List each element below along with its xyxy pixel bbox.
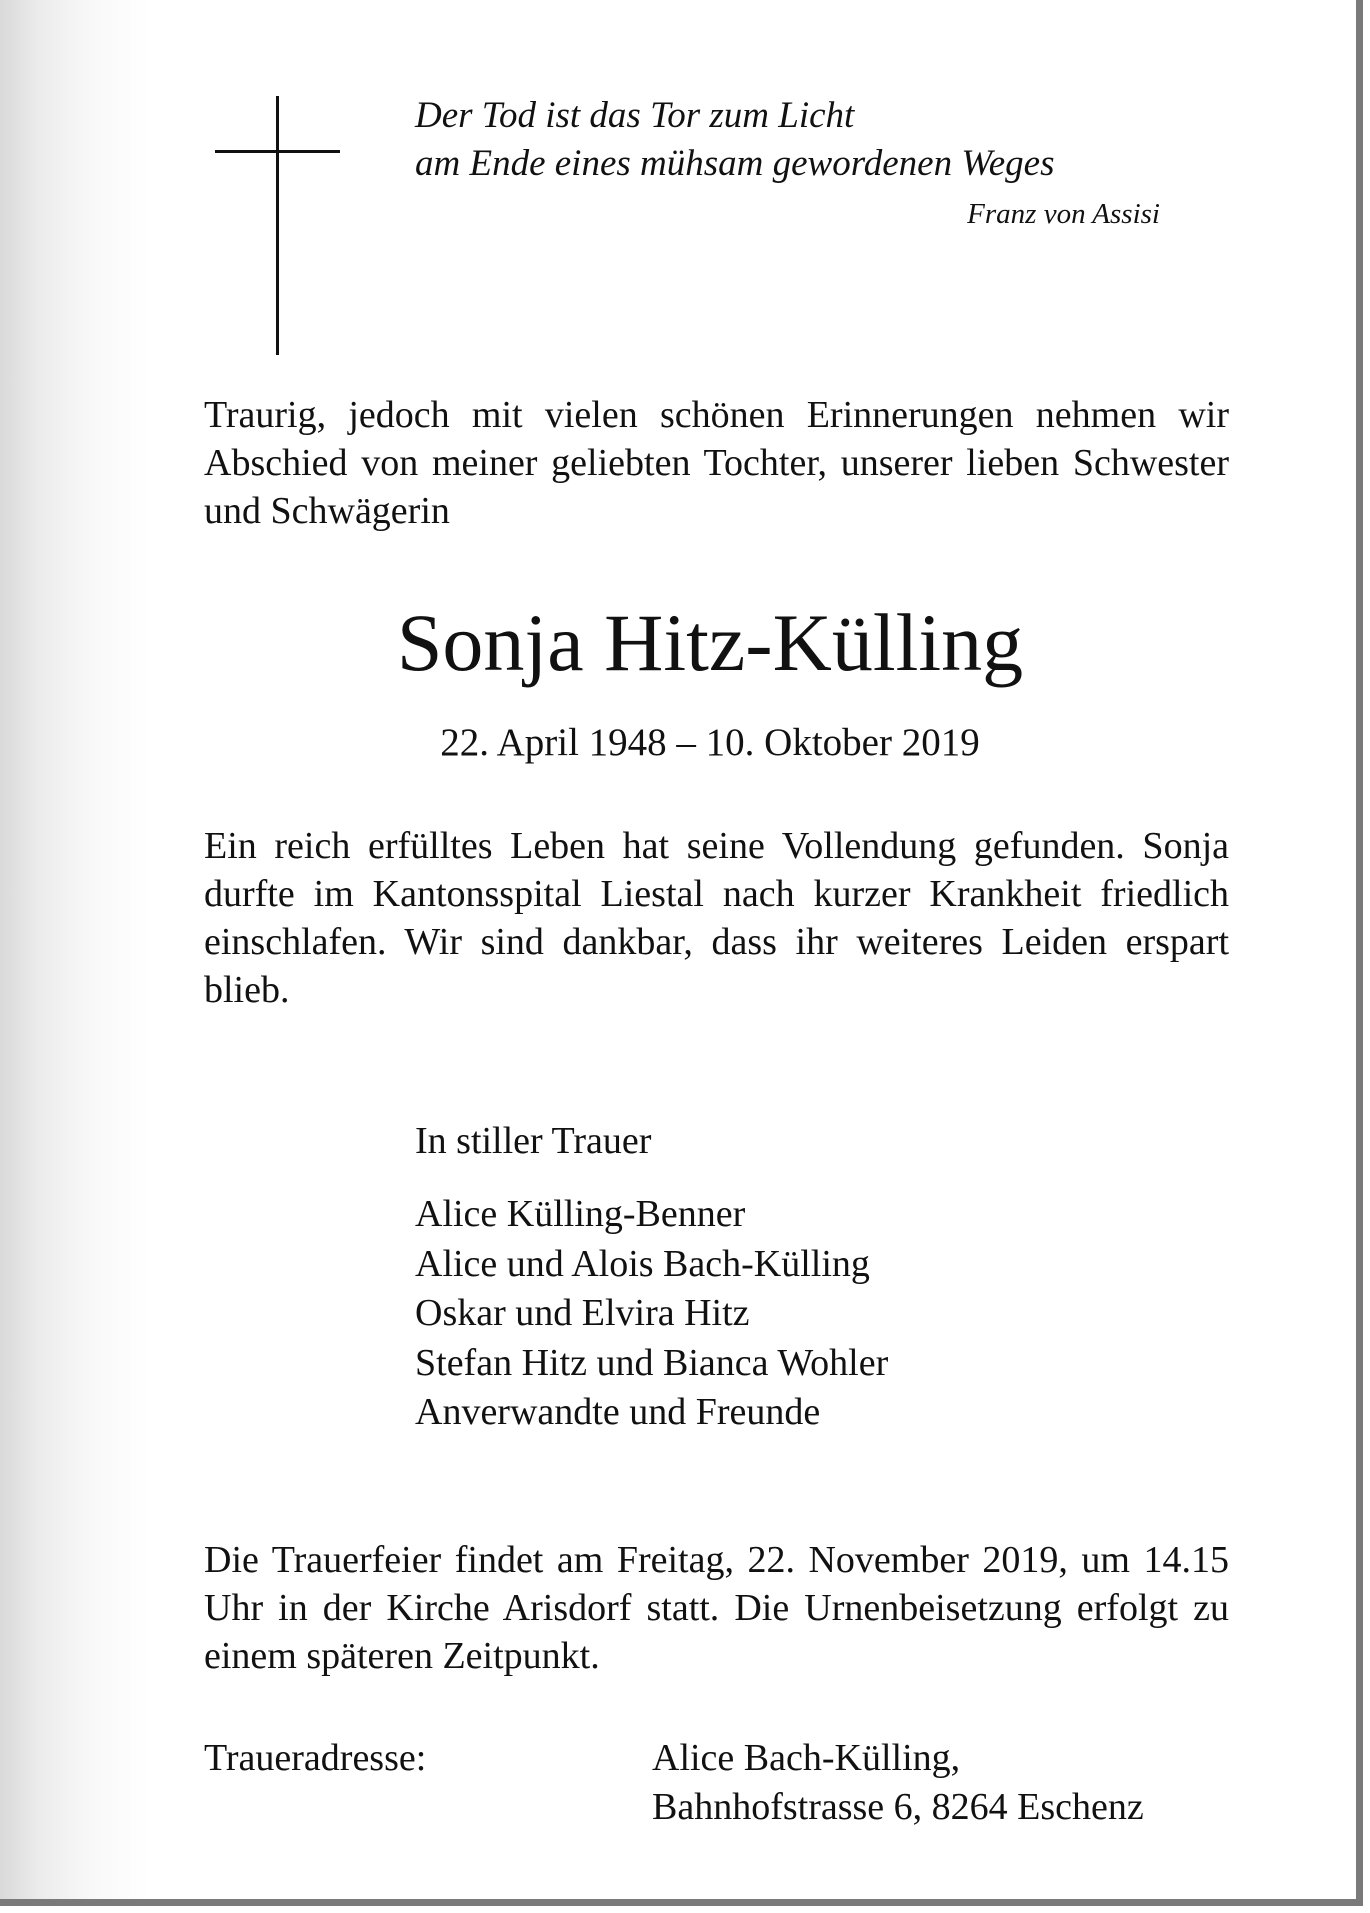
- mourner-name: Alice und Alois Bach-Külling: [415, 1242, 870, 1285]
- intro-paragraph: Traurig, jedoch mit vielen schönen Erinnerungen nehmen wir Abschied von meiner geliebten Tochter, unserer lieben Schwester und Schwägerin: [204, 394, 1229, 532]
- mourner-name: Oskar und Elvira Hitz: [415, 1292, 750, 1334]
- address-block: [652, 1734, 1144, 1832]
- address-name: Alice Bach-Külling,: [652, 1737, 961, 1779]
- ceremony-paragraph: Die Trauerfeier findet am Freitag, 22. November 2019, um 14.15 Uhr in der Kirche Arisdorf statt. Die Urnenbeisetzung erfolgt zu einem späteren Zeitpunkt.: [204, 1539, 1229, 1677]
- address-label: Traueradresse:: [204, 1737, 427, 1779]
- motto-line-2: am Ende eines mühsam gewordenen Weges: [415, 143, 1055, 184]
- mourner-name: Stefan Hitz und Bianca Wohler: [415, 1341, 889, 1384]
- life-paragraph: Ein reich erfülltes Leben hat seine Vollendung gefunden. Sonja durfte im Kantonsspital Liestal nach kurzer Krankheit friedlich einschlafen. Wir sind dankbar, dass ihr weiteres Leiden erspart blieb.: [204, 825, 1229, 1011]
- mourner-name: Anverwandte und Freunde: [415, 1391, 821, 1433]
- mourner-name: Alice Külling-Benner: [415, 1193, 746, 1235]
- address-street: Bahnhofstrasse 6, 8264 Eschenz: [652, 1786, 1144, 1828]
- motto-author: Franz von Assisi: [967, 198, 1160, 230]
- deceased-name: Sonja Hitz-Külling: [396, 597, 1024, 688]
- life-dates: 22. April 1948 – 10. Oktober 2019: [440, 721, 980, 764]
- motto-quote: [415, 92, 1055, 188]
- cross-horizontal-bar: [215, 150, 340, 153]
- mourners-list: [415, 1190, 888, 1438]
- mourning-heading: In stiller Trauer: [415, 1120, 652, 1162]
- cross-vertical-bar: [276, 96, 279, 355]
- motto-line-1: Der Tod ist das Tor zum Licht: [415, 95, 855, 136]
